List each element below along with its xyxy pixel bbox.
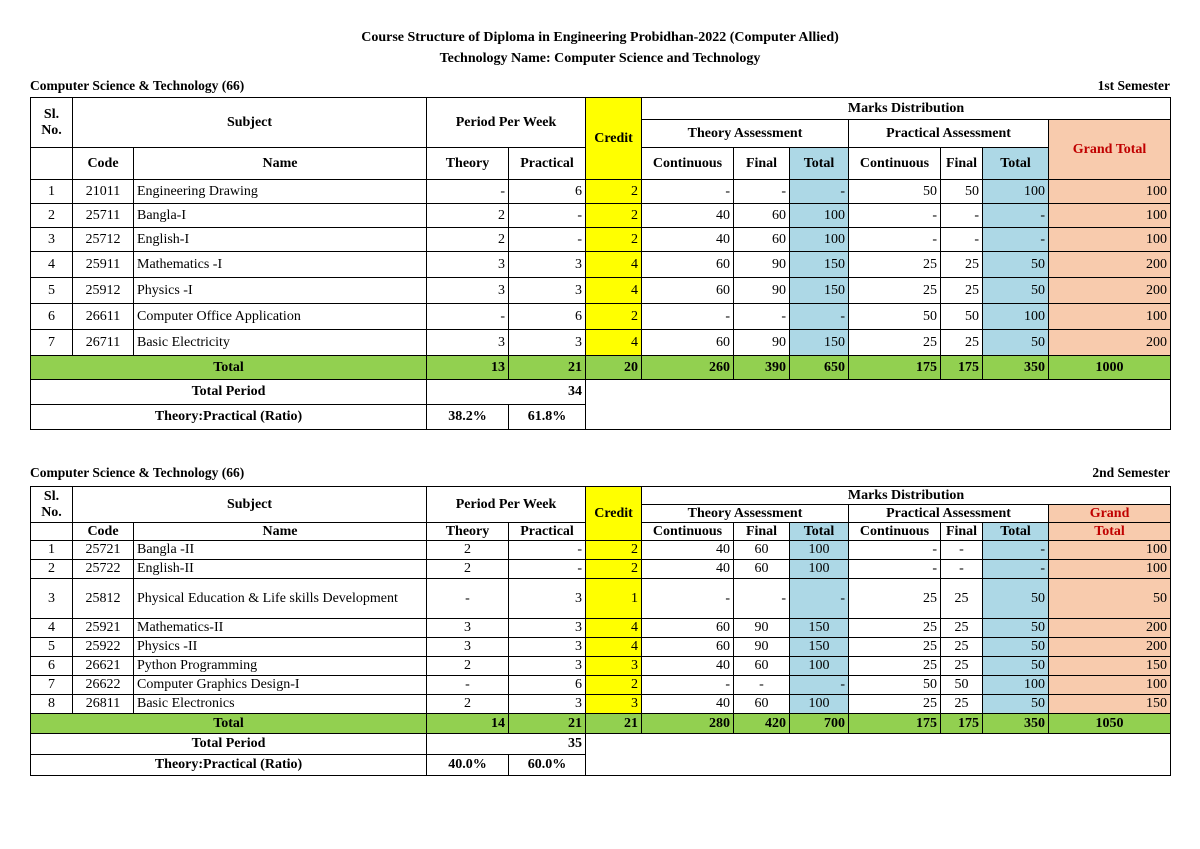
practical-final-cell: - xyxy=(941,204,983,228)
credit-cell: 4 xyxy=(586,330,642,356)
practical-total-cell: 100 xyxy=(983,304,1049,330)
theory-final-cell: 60 xyxy=(734,228,790,252)
practical-cell: 3 xyxy=(509,638,586,657)
table-row xyxy=(31,695,1171,714)
practical-cell: 3 xyxy=(509,695,586,714)
header-subject: Subject xyxy=(73,98,427,148)
table-row xyxy=(31,619,1171,638)
code-cell: 25711 xyxy=(73,204,134,228)
header-grand-total: Grand Total xyxy=(1049,120,1171,180)
name-cell: Bangla -II xyxy=(134,541,427,560)
code-cell: 25922 xyxy=(73,638,134,657)
practical-final-cell: 50 xyxy=(941,304,983,330)
total-grand: 1000 xyxy=(1049,356,1171,380)
theory-final-cell: 90 xyxy=(734,638,790,657)
theory-cell: 3 xyxy=(427,619,509,638)
credit-cell: 2 xyxy=(586,560,642,579)
theory-cell: 3 xyxy=(427,252,509,278)
ratio-label: Theory:Practical (Ratio) xyxy=(31,755,427,776)
total-practical: 21 xyxy=(509,356,586,380)
theory-total-cell: 100 xyxy=(790,657,849,676)
header-continuous: Continuous xyxy=(849,523,941,541)
practical-final-cell: 25 xyxy=(941,330,983,356)
theory-continuous-cell: 40 xyxy=(642,541,734,560)
total-theory-continuous: 260 xyxy=(642,356,734,380)
semester-1-table xyxy=(30,97,1171,430)
theory-cell: 2 xyxy=(427,228,509,252)
credit-cell: 2 xyxy=(586,304,642,330)
table-row xyxy=(31,278,1171,304)
practical-final-cell: 25 xyxy=(941,579,983,619)
name-cell: Computer Office Application xyxy=(134,304,427,330)
total-theory-final: 390 xyxy=(734,356,790,380)
theory-total-cell: 100 xyxy=(790,228,849,252)
blank-area xyxy=(586,734,1171,776)
theory-total-cell: 100 xyxy=(790,695,849,714)
header-total: Total xyxy=(790,148,849,180)
total-theory-total: 700 xyxy=(790,714,849,734)
header-name: Name xyxy=(134,148,427,180)
header-credit: Credit xyxy=(586,98,642,180)
grand-total-cell: 100 xyxy=(1049,204,1171,228)
practical-continuous-cell: - xyxy=(849,228,941,252)
practical-total-cell: - xyxy=(983,204,1049,228)
practical-total-cell: 50 xyxy=(983,330,1049,356)
program-name: Computer Science & Technology (66) xyxy=(30,78,245,93)
theory-continuous-cell: - xyxy=(642,579,734,619)
credit-cell: 4 xyxy=(586,619,642,638)
total-label: Total xyxy=(31,714,427,734)
total-label: Total xyxy=(31,356,427,380)
theory-continuous-cell: 40 xyxy=(642,657,734,676)
credit-cell: 4 xyxy=(586,278,642,304)
semester-2-table xyxy=(30,486,1171,776)
practical-total-cell: 100 xyxy=(983,676,1049,695)
code-cell: 26621 xyxy=(73,657,134,676)
table-row xyxy=(31,330,1171,356)
theory-final-cell: - xyxy=(734,180,790,204)
header-credit: Credit xyxy=(586,487,642,541)
document-title: Course Structure of Diploma in Engineering Probidhan-2022 (Computer Allied) xyxy=(361,30,839,45)
header-marks-distribution: Marks Distribution xyxy=(642,487,1171,505)
theory-final-cell: 60 xyxy=(734,204,790,228)
theory-final-cell: 60 xyxy=(734,560,790,579)
header-practical-assessment: Practical Assessment xyxy=(849,120,1049,148)
theory-cell: - xyxy=(427,180,509,204)
grand-total-cell: 200 xyxy=(1049,278,1171,304)
header-continuous: Continuous xyxy=(642,523,734,541)
credit-cell: 2 xyxy=(586,676,642,695)
name-cell: English-I xyxy=(134,228,427,252)
practical-continuous-cell: 25 xyxy=(849,695,941,714)
grand-total-cell: 150 xyxy=(1049,695,1171,714)
practical-total-cell: 50 xyxy=(983,252,1049,278)
name-cell: Physics -I xyxy=(134,278,427,304)
name-cell: Basic Electricity xyxy=(134,330,427,356)
practical-cell: - xyxy=(509,228,586,252)
theory-total-cell: - xyxy=(790,180,849,204)
semester-2-heading xyxy=(30,465,1170,481)
practical-cell: 3 xyxy=(509,278,586,304)
table-row xyxy=(31,541,1171,560)
header-theory-assessment: Theory Assessment xyxy=(642,120,849,148)
practical-final-cell: - xyxy=(941,228,983,252)
practical-continuous-cell: 50 xyxy=(849,676,941,695)
practical-continuous-cell: 25 xyxy=(849,619,941,638)
credit-cell: 4 xyxy=(586,252,642,278)
theory-cell: - xyxy=(427,304,509,330)
header-practical: Practical xyxy=(509,523,586,541)
practical-total-cell: 50 xyxy=(983,579,1049,619)
code-cell: 25911 xyxy=(73,252,134,278)
theory-total-cell: 150 xyxy=(790,619,849,638)
total-practical-final: 175 xyxy=(941,356,983,380)
practical-final-cell: 25 xyxy=(941,638,983,657)
name-cell: Python Programming xyxy=(134,657,427,676)
practical-continuous-cell: 25 xyxy=(849,252,941,278)
table-row xyxy=(31,204,1171,228)
name-cell: Bangla-I xyxy=(134,204,427,228)
header-period-per-week: Period Per Week xyxy=(427,98,586,148)
name-cell: Physics -II xyxy=(134,638,427,657)
total-period-label: Total Period xyxy=(31,380,427,405)
header-total: Total xyxy=(790,523,849,541)
theory-cell: - xyxy=(427,579,509,619)
header-final: Final xyxy=(734,523,790,541)
document-subtitle: Technology Name: Computer Science and Technology xyxy=(439,51,761,66)
theory-final-cell: - xyxy=(734,304,790,330)
total-practical-total: 350 xyxy=(983,714,1049,734)
sl-cell: 4 xyxy=(31,252,73,278)
practical-cell: 6 xyxy=(509,304,586,330)
sl-cell: 6 xyxy=(31,657,73,676)
theory-continuous-cell: 40 xyxy=(642,560,734,579)
practical-cell: - xyxy=(509,541,586,560)
practical-total-cell: 50 xyxy=(983,619,1049,638)
sl-cell: 6 xyxy=(31,304,73,330)
table-row xyxy=(31,252,1171,278)
practical-cell: 3 xyxy=(509,252,586,278)
sl-cell: 8 xyxy=(31,695,73,714)
grand-total-cell: 100 xyxy=(1049,560,1171,579)
code-cell: 26611 xyxy=(73,304,134,330)
header-code: Code xyxy=(73,148,134,180)
practical-final-cell: - xyxy=(941,560,983,579)
total-theory: 14 xyxy=(427,714,509,734)
sl-cell: 2 xyxy=(31,560,73,579)
theory-total-cell: 100 xyxy=(790,560,849,579)
code-cell: 26622 xyxy=(73,676,134,695)
practical-continuous-cell: 50 xyxy=(849,180,941,204)
sl-cell: 3 xyxy=(31,579,73,619)
practical-total-cell: - xyxy=(983,541,1049,560)
header-continuous: Continuous xyxy=(849,148,941,180)
code-cell: 26811 xyxy=(73,695,134,714)
total-theory-continuous: 280 xyxy=(642,714,734,734)
header-sl-cont xyxy=(31,148,73,180)
theory-continuous-cell: 60 xyxy=(642,638,734,657)
theory-cell: 2 xyxy=(427,204,509,228)
practical-cell: 3 xyxy=(509,579,586,619)
header-subject: Subject xyxy=(73,487,427,523)
grand-total-cell: 100 xyxy=(1049,228,1171,252)
table-row xyxy=(31,228,1171,252)
grand-total-cell: 100 xyxy=(1049,541,1171,560)
credit-cell: 3 xyxy=(586,657,642,676)
header-theory: Theory xyxy=(427,523,509,541)
code-cell: 26711 xyxy=(73,330,134,356)
theory-continuous-cell: 60 xyxy=(642,278,734,304)
theory-cell: 3 xyxy=(427,638,509,657)
header-final: Final xyxy=(941,523,983,541)
total-period-label: Total Period xyxy=(31,734,427,755)
total-period-row xyxy=(31,380,1171,405)
theory-final-cell: 60 xyxy=(734,541,790,560)
header-final: Final xyxy=(734,148,790,180)
total-theory: 13 xyxy=(427,356,509,380)
total-credit: 21 xyxy=(586,714,642,734)
credit-cell: 2 xyxy=(586,204,642,228)
semester-1-heading xyxy=(30,78,1170,94)
sl-cell: 1 xyxy=(31,541,73,560)
theory-total-cell: 150 xyxy=(790,278,849,304)
total-credit: 20 xyxy=(586,356,642,380)
theory-cell: 2 xyxy=(427,657,509,676)
theory-total-cell: - xyxy=(790,676,849,695)
practical-final-cell: - xyxy=(941,541,983,560)
header-grand-label: Grand xyxy=(1049,505,1171,523)
practical-final-cell: 50 xyxy=(941,676,983,695)
header-period-per-week: Period Per Week xyxy=(427,487,586,523)
total-row xyxy=(31,714,1171,734)
practical-continuous-cell: 25 xyxy=(849,638,941,657)
name-cell: Computer Graphics Design-I xyxy=(134,676,427,695)
program-name: Computer Science & Technology (66) xyxy=(30,465,245,480)
practical-continuous-cell: 25 xyxy=(849,330,941,356)
total-practical: 21 xyxy=(509,714,586,734)
practical-cell: 6 xyxy=(509,676,586,695)
theory-continuous-cell: 40 xyxy=(642,204,734,228)
practical-final-cell: 50 xyxy=(941,180,983,204)
code-cell: 25712 xyxy=(73,228,134,252)
total-period-row xyxy=(31,734,1171,755)
practical-final-cell: 25 xyxy=(941,657,983,676)
total-practical-continuous: 175 xyxy=(849,356,941,380)
practical-cell: 3 xyxy=(509,619,586,638)
header-practical-assessment: Practical Assessment xyxy=(849,505,1049,523)
header-code: Code xyxy=(73,523,134,541)
header-grand-total-label: Total xyxy=(1049,523,1171,541)
theory-final-cell: 60 xyxy=(734,695,790,714)
total-practical-continuous: 175 xyxy=(849,714,941,734)
grand-total-cell: 200 xyxy=(1049,330,1171,356)
grand-total-cell: 100 xyxy=(1049,180,1171,204)
total-grand: 1050 xyxy=(1049,714,1171,734)
theory-total-cell: 100 xyxy=(790,541,849,560)
total-period-value: 35 xyxy=(427,734,586,755)
ratio-theory: 38.2% xyxy=(427,405,509,430)
credit-cell: 3 xyxy=(586,695,642,714)
practical-total-cell: - xyxy=(983,560,1049,579)
grand-total-cell: 100 xyxy=(1049,304,1171,330)
grand-total-cell: 100 xyxy=(1049,676,1171,695)
theory-continuous-cell: - xyxy=(642,676,734,695)
ratio-label: Theory:Practical (Ratio) xyxy=(31,405,427,430)
header-total: Total xyxy=(983,523,1049,541)
table-row xyxy=(31,676,1171,695)
sl-cell: 7 xyxy=(31,330,73,356)
credit-cell: 2 xyxy=(586,541,642,560)
code-cell: 25812 xyxy=(73,579,134,619)
theory-final-cell: 60 xyxy=(734,657,790,676)
sl-cell: 3 xyxy=(31,228,73,252)
semester-label: 2nd Semester xyxy=(1092,465,1170,480)
practical-continuous-cell: - xyxy=(849,541,941,560)
name-cell: Mathematics -I xyxy=(134,252,427,278)
code-cell: 25921 xyxy=(73,619,134,638)
practical-final-cell: 25 xyxy=(941,695,983,714)
practical-continuous-cell: 50 xyxy=(849,304,941,330)
code-cell: 21011 xyxy=(73,180,134,204)
code-cell: 25721 xyxy=(73,541,134,560)
practical-final-cell: 25 xyxy=(941,619,983,638)
theory-continuous-cell: - xyxy=(642,180,734,204)
table-row xyxy=(31,304,1171,330)
table-row xyxy=(31,560,1171,579)
header-sl: Sl. No. xyxy=(31,487,73,523)
theory-final-cell: 90 xyxy=(734,330,790,356)
theory-final-cell: - xyxy=(734,676,790,695)
theory-cell: 2 xyxy=(427,695,509,714)
table-row xyxy=(31,638,1171,657)
blank-area xyxy=(586,380,1171,430)
practical-total-cell: 50 xyxy=(983,657,1049,676)
theory-continuous-cell: 40 xyxy=(642,695,734,714)
practical-total-cell: - xyxy=(983,228,1049,252)
sl-cell: 2 xyxy=(31,204,73,228)
practical-total-cell: 50 xyxy=(983,695,1049,714)
ratio-practical: 61.8% xyxy=(509,405,586,430)
theory-continuous-cell: 40 xyxy=(642,228,734,252)
practical-continuous-cell: - xyxy=(849,560,941,579)
sl-cell: 5 xyxy=(31,638,73,657)
practical-continuous-cell: 25 xyxy=(849,657,941,676)
theory-total-cell: - xyxy=(790,579,849,619)
theory-final-cell: 90 xyxy=(734,278,790,304)
name-cell: Physical Education & Life skills Development xyxy=(134,579,427,619)
total-practical-total: 350 xyxy=(983,356,1049,380)
header-sl-cont xyxy=(31,523,73,541)
theory-total-cell: - xyxy=(790,304,849,330)
practical-final-cell: 25 xyxy=(941,252,983,278)
sl-cell: 4 xyxy=(31,619,73,638)
theory-final-cell: 90 xyxy=(734,252,790,278)
code-cell: 25912 xyxy=(73,278,134,304)
table-row xyxy=(31,657,1171,676)
theory-cell: - xyxy=(427,676,509,695)
theory-continuous-cell: - xyxy=(642,304,734,330)
credit-cell: 2 xyxy=(586,228,642,252)
theory-final-cell: - xyxy=(734,579,790,619)
credit-cell: 2 xyxy=(586,180,642,204)
table-row xyxy=(31,579,1171,619)
theory-total-cell: 150 xyxy=(790,252,849,278)
total-practical-final: 175 xyxy=(941,714,983,734)
grand-total-cell: 200 xyxy=(1049,638,1171,657)
ratio-theory: 40.0% xyxy=(427,755,509,776)
theory-cell: 3 xyxy=(427,330,509,356)
practical-cell: - xyxy=(509,204,586,228)
practical-cell: 3 xyxy=(509,330,586,356)
ratio-practical: 60.0% xyxy=(509,755,586,776)
practical-continuous-cell: - xyxy=(849,204,941,228)
name-cell: English-II xyxy=(134,560,427,579)
code-cell: 25722 xyxy=(73,560,134,579)
theory-continuous-cell: 60 xyxy=(642,330,734,356)
sl-cell: 7 xyxy=(31,676,73,695)
grand-total-cell: 150 xyxy=(1049,657,1171,676)
practical-total-cell: 100 xyxy=(983,180,1049,204)
name-cell: Mathematics-II xyxy=(134,619,427,638)
grand-total-cell: 200 xyxy=(1049,252,1171,278)
header-continuous: Continuous xyxy=(642,148,734,180)
total-row xyxy=(31,356,1171,380)
practical-cell: - xyxy=(509,560,586,579)
practical-continuous-cell: 25 xyxy=(849,579,941,619)
sl-cell: 5 xyxy=(31,278,73,304)
grand-total-cell: 200 xyxy=(1049,619,1171,638)
grand-total-cell: 50 xyxy=(1049,579,1171,619)
theory-final-cell: 90 xyxy=(734,619,790,638)
theory-total-cell: 100 xyxy=(790,204,849,228)
theory-cell: 2 xyxy=(427,541,509,560)
header-theory-assessment: Theory Assessment xyxy=(642,505,849,523)
sl-cell: 1 xyxy=(31,180,73,204)
credit-cell: 1 xyxy=(586,579,642,619)
practical-total-cell: 50 xyxy=(983,638,1049,657)
total-theory-total: 650 xyxy=(790,356,849,380)
theory-total-cell: 150 xyxy=(790,330,849,356)
header-final: Final xyxy=(941,148,983,180)
theory-total-cell: 150 xyxy=(790,638,849,657)
table-row xyxy=(31,180,1171,204)
total-theory-final: 420 xyxy=(734,714,790,734)
total-period-value: 34 xyxy=(427,380,586,405)
header-theory: Theory xyxy=(427,148,509,180)
header-practical: Practical xyxy=(509,148,586,180)
practical-total-cell: 50 xyxy=(983,278,1049,304)
header-sl: Sl. No. xyxy=(31,98,73,148)
header-marks-distribution: Marks Distribution xyxy=(642,98,1171,120)
practical-final-cell: 25 xyxy=(941,278,983,304)
header-name: Name xyxy=(134,523,427,541)
practical-cell: 6 xyxy=(509,180,586,204)
practical-continuous-cell: 25 xyxy=(849,278,941,304)
theory-continuous-cell: 60 xyxy=(642,619,734,638)
semester-label: 1st Semester xyxy=(1097,78,1170,93)
name-cell: Basic Electronics xyxy=(134,695,427,714)
theory-cell: 3 xyxy=(427,278,509,304)
name-cell: Engineering Drawing xyxy=(134,180,427,204)
practical-cell: 3 xyxy=(509,657,586,676)
theory-continuous-cell: 60 xyxy=(642,252,734,278)
header-total: Total xyxy=(983,148,1049,180)
theory-cell: 2 xyxy=(427,560,509,579)
credit-cell: 4 xyxy=(586,638,642,657)
